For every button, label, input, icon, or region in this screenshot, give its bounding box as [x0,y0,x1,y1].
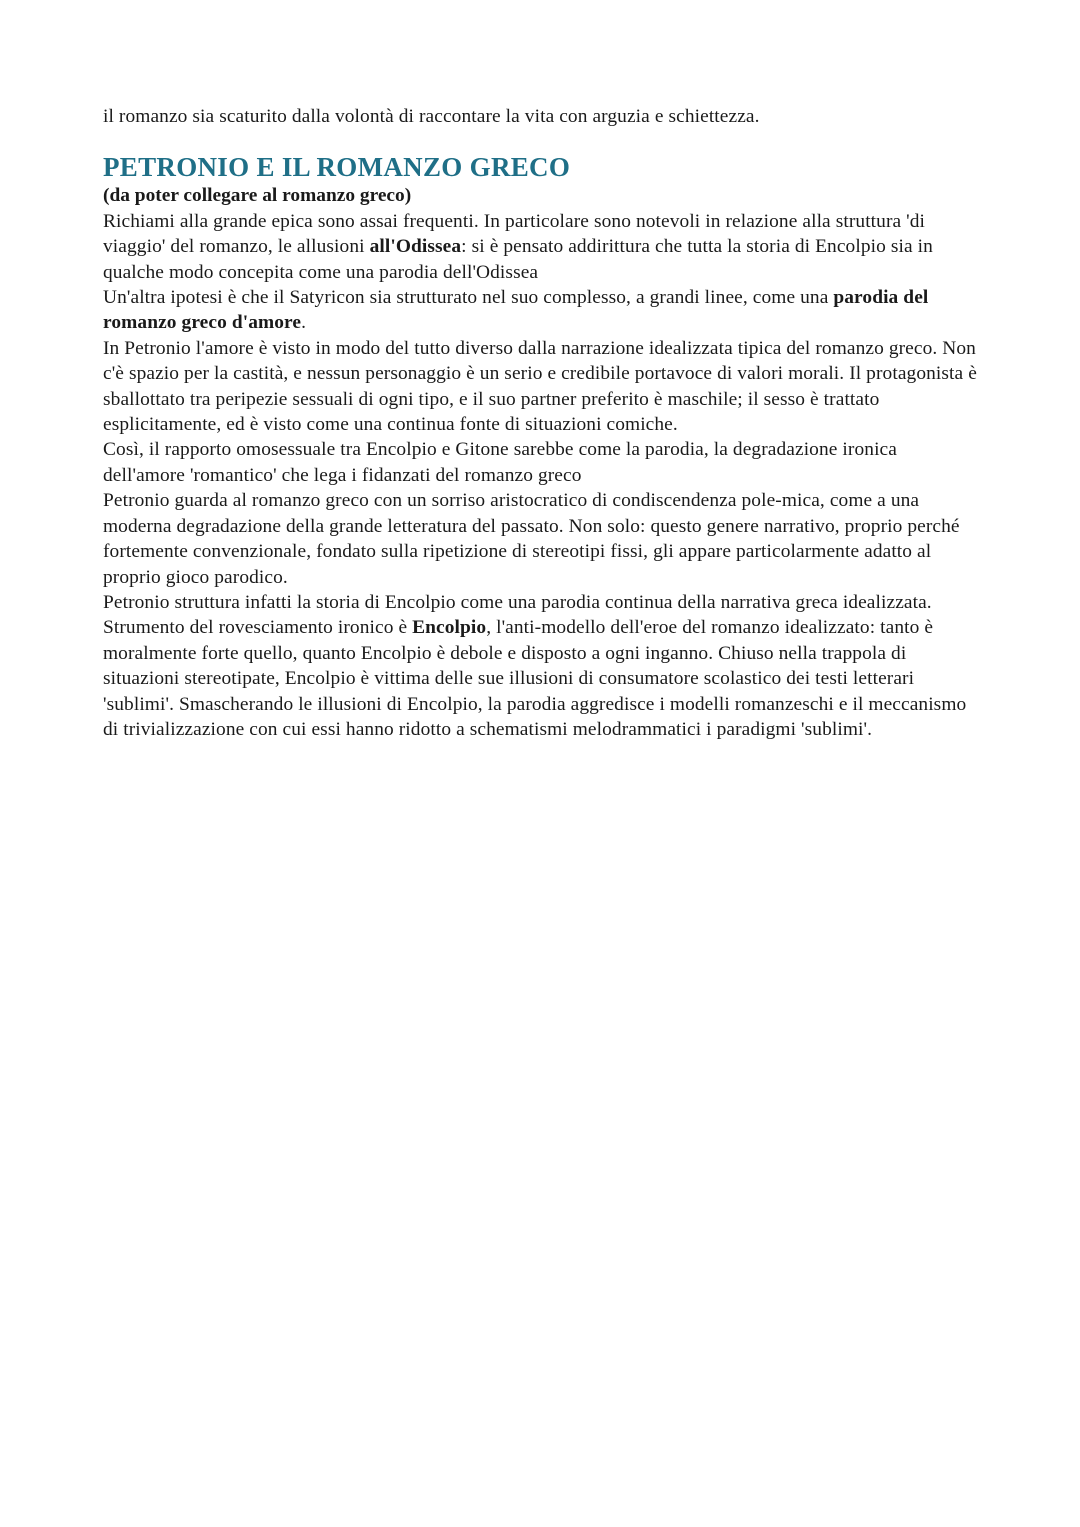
paragraph-text: , l'anti-modello dell'eroe del romanzo idealizzato: tanto è moralmente forte quello, quanto Encolpio è debole e disposto a ogni inganno. Chiuso nella trappola di situazioni stereotipate, Encolpio è vittima delle sue illusioni di consumatore scolastico dei testi letterari 'sublimi'. Smascherando le illusioni di Encolpio, la parodia aggredisce i modelli romanzeschi e il meccanismo di trivializzazione con cui essi hanno ridotto a schematismi melodrammatici i paradigmi 'sublimi'. [103,617,967,740]
paragraph-ipotesi [103,285,983,336]
paragraph-text: Strumento del rovesciamento ironico è [103,617,413,639]
intro-line: il romanzo sia scaturito dalla volontà di raccontare la vita con arguzia e schiettezza. [103,106,760,127]
paragraph-text: . [301,312,307,334]
paragraph-encolpio-gitone: Così, il rapporto omosessuale tra Encolpio e Gitone sarebbe come la parodia, la degradazione ironica dell'amore 'romantico' che lega i fidanzati del romanzo greco [103,439,897,486]
paragraph-sorriso: Petronio guarda al romanzo greco con un sorriso aristocratico di condiscendenza pole-mica, come a una moderna degradazione della grande letteratura del passato. Non solo: questo genere narrativo, proprio perché fortemente convenzionale, fondato sulla ripetizione di stereotipi fissi, gli appare particolarmente adatto al proprio gioco parodico. [103,490,960,588]
bold-term-encolpio: Encolpio [412,617,487,639]
bold-term-odissea: all'Odissea [369,236,462,258]
bold-term-parodia: parodia del romanzo greco d'amore [103,287,929,334]
paragraph-text: Richiami alla grande epica sono assai frequenti. In particolare sono notevoli in relazione alla struttura 'di viaggio' del romanzo, le allusioni [103,210,926,258]
paragraph-text: : si è pensato addirittura che tutta la storia di Encolpio sia in qualche modo concepita come una parodia dell'Odissea [103,236,933,283]
paragraph-strumento [103,615,983,742]
paragraph-text: Un'altra ipotesi è che il Satyricon sia strutturato nel suo complesso, a grandi linee, come una [103,287,834,309]
section-subtitle: (da poter collegare al romanzo greco) [103,185,412,207]
paragraph-amore: In Petronio l'amore è visto in modo del tutto diverso dalla narrazione idealizzata tipica del romanzo greco. Non c'è spazio per la castità, e nessun personaggio è un serio e credibile portavoce di valori morali. Il protagonista è sballottato tra peripezie sessuali di ogni tipo, e il suo partner preferito è maschile; il sesso è trattato esplicitamente, ed è visto come una continua fonte di situazioni comiche. [103,337,977,436]
paragraph-struttura: Petronio struttura infatti la storia di Encolpio come una parodia continua della narrativa greca idealizzata. [103,591,932,613]
document-page [103,104,983,742]
paragraph-epica [103,209,983,285]
section-title: PETRONIO E IL ROMANZO GRECO [103,152,571,183]
